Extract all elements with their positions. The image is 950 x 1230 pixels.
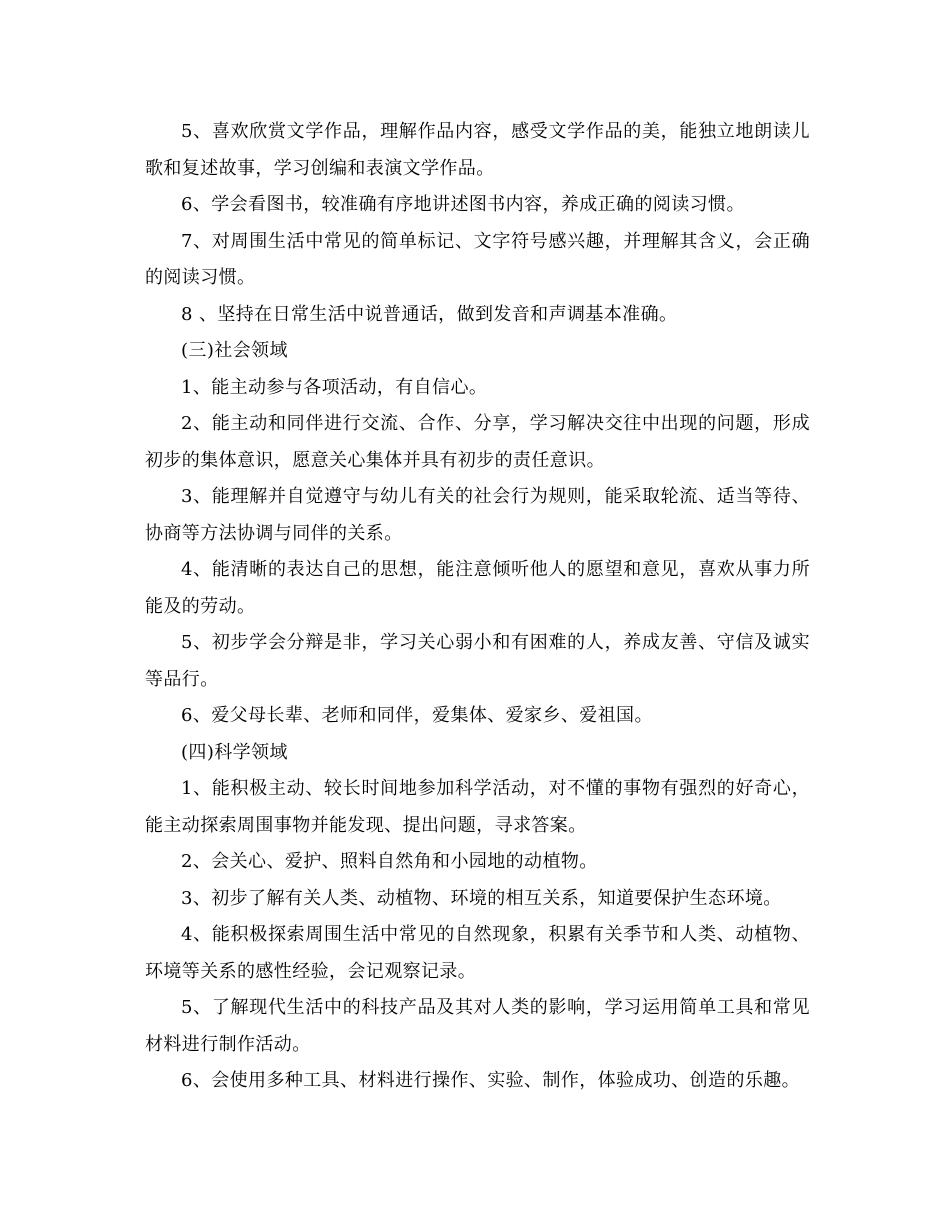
paragraph-science-goal-2: 2、会关心、爱护、照料自然角和小园地的动植物。 — [181, 851, 598, 872]
paragraph-language-goal-7: 7、对周围生活中常见的简单标记、文字符号感兴趣，并理解其含义，会正确的阅读习惯。 — [145, 230, 810, 288]
paragraph-social-goal-2: 2、能主动和同伴进行交流、合作、分享，学习解决交往中出现的问题，形成初步的集体意识，愿意关心集体并具有初步的责任意识。 — [145, 413, 810, 471]
paragraph-language-goal-5: 5、喜欢欣赏文学作品，理解作品内容，感受文学作品的美，能独立地朗读儿歌和复述故事，学习创编和表演文学作品。 — [145, 121, 810, 179]
section-heading-science: (四)科学领域 — [181, 741, 288, 763]
paragraph-science-goal-3: 3、初步了解有关人类、动植物、环境的相互关系，知道要保护生态环境。 — [181, 887, 782, 909]
paragraph-social-goal-1: 1、能主动参与各项活动，有自信心。 — [181, 376, 488, 398]
paragraph-science-goal-5: 5、了解现代生活中的科技产品及其对人类的影响，学习运用简单工具和常见材料进行制作活动。 — [145, 997, 810, 1055]
paragraph-science-goal-6: 6、会使用多种工具、材料进行操作、实验、制作，体验成功、创造的乐趣。 — [181, 1070, 801, 1091]
paragraph-language-goal-8: 8 、坚持在日常生活中说普通话，做到发音和声调基本准确。 — [181, 303, 678, 325]
paragraph-social-goal-3: 3、能理解并自觉遵守与幼儿有关的社会行为规则，能采取轮流、适当等待、协商等方法协调与同伴的关系。 — [145, 486, 810, 544]
paragraph-social-goal-4: 4、能清晰的表达自己的思想，能注意倾听他人的愿望和意见，喜欢从事力所能及的劳动。 — [145, 559, 810, 617]
paragraph-social-goal-5: 5、初步学会分辩是非，学习关心弱小和有困难的人，养成友善、守信及诚实等品行。 — [145, 632, 810, 690]
section-heading-social: (三)社会领域 — [181, 340, 288, 361]
paragraph-science-goal-1: 1、能积极主动、较长时间地参加科学活动，对不懂的事物有强烈的好奇心，能主动探索周围事物并能发现、提出问题，寻求答案。 — [145, 778, 810, 836]
paragraph-social-goal-6: 6、爱父母长辈、老师和同伴，爱集体、爱家乡、爱祖国。 — [181, 705, 653, 726]
paragraph-science-goal-4: 4、能积极探索周围生活中常见的自然现象，积累有关季节和人类、动植物、环境等关系的感性经验，会记观察记录。 — [145, 924, 810, 982]
paragraph-language-goal-6: 6、学会看图书，较准确有序地讲述图书内容，养成正确的阅读习惯。 — [181, 194, 745, 215]
document-body — [145, 114, 810, 1100]
